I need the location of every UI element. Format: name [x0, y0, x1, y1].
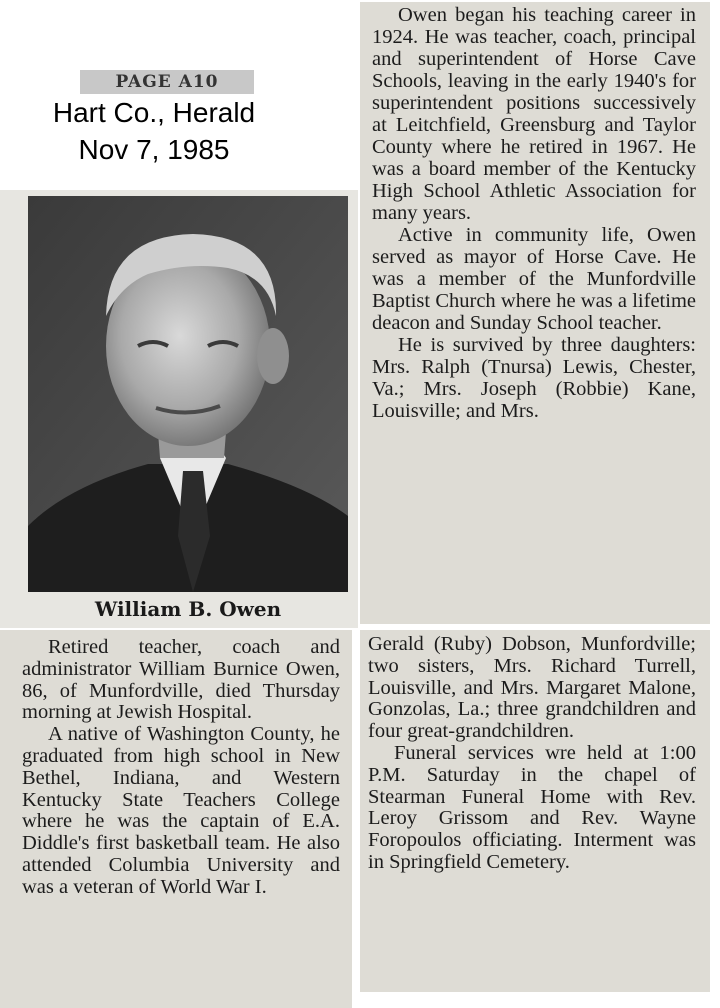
paragraph: Funeral services wre held at 1:00 P.M. Saturday in the chapel of Stearman Funeral Home with Rev. Leroy Grissom and Rev. Wayne Foropoulos officiating. Interment was in Springfield Cemetery. [368, 741, 696, 873]
obituary-column-left-bottom [0, 630, 352, 1008]
obituary-column-right-bottom [360, 630, 710, 992]
publication-name: Hart Co., Herald [52, 97, 256, 128]
portrait-photo [28, 196, 348, 592]
portrait-illustration [28, 196, 348, 592]
page-label: PAGE A10 [80, 70, 254, 94]
paragraph: Retired teacher, coach and administrator William Burnice Owen, 86, of Munfordville, died Thursday morning at Jewish Hospital. [22, 636, 340, 724]
paragraph: A native of Washington County, he graduated from high school in New Bethel, Indiana, and Western Kentucky State Teachers College where he was the captain of E.A. Diddle's first basketball team. He also attended Columbia University and was a veteran of World War I. [22, 723, 340, 898]
photo-caption: William B. Owen [94, 597, 282, 621]
paragraph: He is survived by three daughters: Mrs. Ralph (Tnursa) Lewis, Chester, Va.; Mrs. Joseph (Robbie) Kane, Louisville; and Mrs. [372, 334, 696, 422]
paragraph: Active in community life, Owen served as mayor of Horse Cave. He was a member of the Munfordville Baptist Church where he was a lifetime deacon and Sunday School teacher. [372, 224, 696, 334]
obituary-column-right-top [360, 2, 710, 624]
publication-date: Nov 7, 1985 [78, 134, 230, 165]
paragraph: Owen began his teaching career in 1924. He was teacher, coach, principal and superintendent of Horse Cave Schools, leaving in the early 1940's for superintendent positions successively at Leitchfield, Greensburg and Taylor County where he retired in 1967. He was a board member of the Kentucky High School Athletic Association for many years. [372, 4, 696, 224]
paragraph-continuation: Gerald (Ruby) Dobson, Munfordville; two sisters, Mrs. Richard Turrell, Louisville, and Mrs. Margaret Malone, Gonzolas, La.; three grandchildren and four great-grandchildren. [368, 633, 696, 743]
